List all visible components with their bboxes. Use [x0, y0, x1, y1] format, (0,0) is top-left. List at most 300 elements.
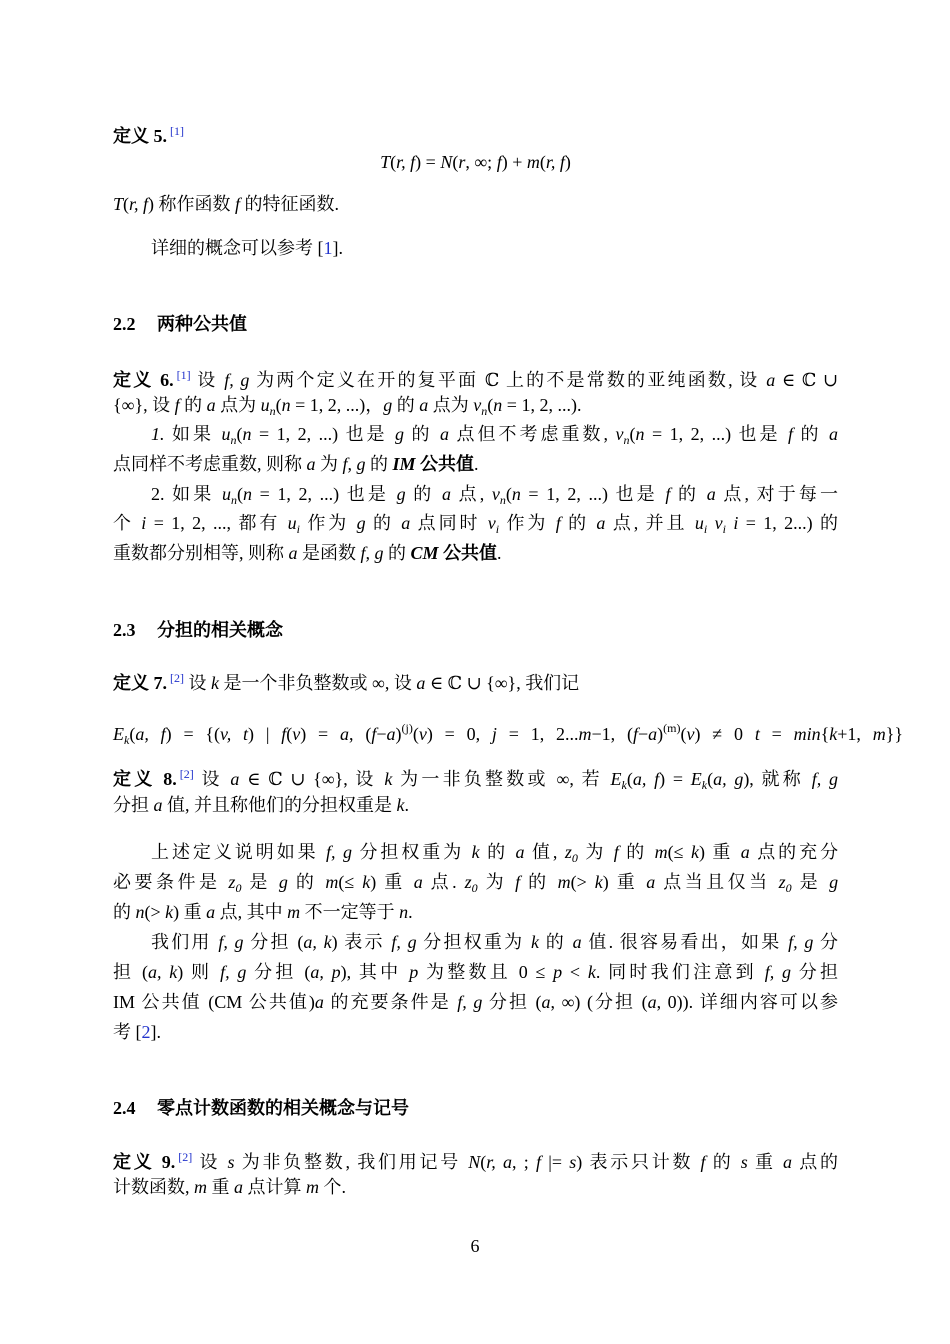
text: }}	[885, 724, 903, 744]
definition-label: 定义 9.	[113, 1152, 176, 1172]
math-text: u	[287, 513, 297, 533]
definition-6-line	[113, 393, 838, 417]
text: (	[452, 152, 459, 172]
text: 担 (	[113, 962, 149, 982]
text: |=	[541, 1152, 570, 1172]
math-text: a	[153, 795, 163, 815]
math-text: a	[515, 842, 525, 862]
text: IM 公共值 (CM 公共值)	[113, 992, 315, 1012]
math-text: m	[557, 872, 571, 892]
text: 设	[190, 370, 225, 390]
math-text: f, g	[811, 769, 838, 789]
reference-link[interactable]: 1	[323, 238, 333, 258]
text: ) 重	[602, 872, 647, 892]
math-text: E	[113, 724, 124, 744]
text: , ;	[512, 1152, 536, 1172]
math-text: k	[690, 842, 699, 862]
math-superscript: (j)	[401, 721, 413, 735]
math-text: k	[829, 724, 838, 744]
text: ].	[150, 1022, 161, 1042]
term-bold-italic: CM	[410, 543, 439, 563]
math-text: k	[594, 872, 603, 892]
text-line	[113, 192, 838, 216]
math-subscript: k	[701, 778, 708, 792]
math-text: f, g	[788, 932, 814, 952]
text: 点,	[450, 484, 492, 504]
text: =	[759, 724, 794, 744]
definition-9-line	[113, 1145, 839, 1172]
text: 分担 (	[482, 992, 542, 1012]
math-text: i	[733, 513, 739, 533]
math-text: f	[515, 872, 521, 892]
text: = 1, 2, ...) 也是	[251, 424, 396, 444]
math-text: E	[610, 769, 622, 789]
text: +1,	[837, 724, 873, 744]
math-text: a, g	[713, 769, 744, 789]
math-text: g	[383, 395, 393, 415]
math-text: f, g	[457, 992, 483, 1012]
math-text: r, a	[486, 1152, 512, 1172]
citation-link[interactable]: [1]	[170, 124, 184, 138]
text-line	[113, 236, 838, 260]
text: 点.	[422, 872, 465, 892]
text: 重	[747, 1152, 784, 1172]
math-text: a	[648, 724, 658, 744]
math-text: v, t	[220, 724, 249, 744]
math-text: m	[872, 724, 886, 744]
text: 值. 很容易看出，如果	[581, 932, 789, 952]
text: ) 则	[177, 962, 221, 982]
text: 的	[404, 424, 441, 444]
text: 点, 并且	[605, 513, 695, 533]
math-subscript: 0	[571, 851, 578, 865]
math-text: a, f	[135, 724, 166, 744]
text: −1, (	[591, 724, 633, 744]
text: 的	[793, 424, 830, 444]
math-text: r, f	[129, 194, 149, 214]
text: 如果	[164, 424, 222, 444]
text: 的	[520, 872, 558, 892]
text: 的	[113, 902, 136, 922]
text: 的	[365, 454, 393, 474]
math-text: a	[572, 932, 582, 952]
text: (	[390, 152, 397, 172]
definition-6-line	[113, 511, 838, 535]
math-subscript: i	[722, 522, 726, 536]
math-text: n	[511, 484, 521, 504]
text: 点同样不考虑重数, 则称	[113, 454, 307, 474]
text: ) =	[415, 152, 441, 172]
text: , ∞;	[465, 152, 497, 172]
math-text: n	[399, 902, 409, 922]
math-text: a, f	[632, 769, 660, 789]
text: 个	[113, 513, 142, 533]
text: 为两个定义在开的复平面 ℂ 上的不是常数的亚纯函数, 设	[249, 370, 767, 390]
math-text: a, k	[303, 932, 332, 952]
text: .	[497, 543, 502, 563]
text: = 1, 2...	[496, 724, 579, 744]
term-bold-italic: IM	[392, 454, 416, 474]
definition-6-line	[113, 422, 838, 446]
text	[707, 513, 714, 533]
text: 的	[618, 842, 655, 862]
math-text: v	[615, 424, 624, 444]
text: ) |	[248, 724, 282, 744]
math-text: g	[278, 872, 288, 892]
text: (	[236, 484, 243, 504]
text: ) +	[501, 152, 527, 172]
math-subscript: 0	[471, 881, 478, 895]
section-title: 分担的相关概念	[157, 620, 283, 640]
text: (	[286, 724, 293, 744]
math-text: f, g	[224, 370, 250, 390]
text: 分担 (	[246, 962, 311, 982]
text: 分	[813, 932, 839, 952]
text: = 1, 2, ...) 也是	[644, 424, 789, 444]
math-text: k	[384, 769, 393, 789]
math-subscript: n	[499, 493, 506, 507]
text: ), 就称	[743, 769, 812, 789]
citation-link[interactable]: [1]	[176, 368, 191, 382]
text: 是	[241, 872, 279, 892]
text: 点的	[792, 1152, 839, 1172]
math-text: a	[419, 395, 429, 415]
math-text: a	[783, 1152, 793, 1172]
section-number: 2.2	[113, 314, 136, 334]
text: 设	[184, 673, 211, 693]
math-text: N	[440, 152, 453, 172]
text: ].	[332, 238, 343, 258]
citation-link[interactable]: [2]	[170, 671, 184, 685]
math-text: p	[409, 962, 419, 982]
text: 分担	[790, 962, 839, 982]
definition-label: 公共值	[415, 454, 475, 474]
text: (	[505, 484, 512, 504]
text: 的	[179, 395, 207, 415]
math-text: f, g	[342, 454, 366, 474]
math-text: a	[441, 484, 451, 504]
math-text: g	[356, 513, 366, 533]
text: .	[404, 795, 409, 815]
text: .	[408, 902, 413, 922]
text: (	[480, 1152, 487, 1172]
text: 的	[539, 932, 573, 952]
math-text: z	[564, 842, 572, 862]
text: ) ≠ 0	[694, 724, 755, 744]
text: (	[236, 424, 243, 444]
paragraph-line	[113, 960, 838, 984]
text: 点, 对于每一	[715, 484, 839, 504]
math-subscript: n	[269, 404, 276, 418]
page-number: 6	[470, 1236, 480, 1256]
math-text: s	[569, 1152, 577, 1172]
text: ∈ ℂ ∪ {∞}, 设	[239, 769, 385, 789]
text: (	[539, 152, 546, 172]
math-text: min	[793, 724, 821, 744]
math-text: m	[306, 1177, 319, 1197]
math-text: a, k	[148, 962, 178, 982]
text: 为	[577, 842, 614, 862]
math-text: u	[694, 513, 704, 533]
math-subscript: n	[481, 404, 488, 418]
math-text: f	[174, 395, 180, 415]
math-text: n	[281, 395, 291, 415]
math-text: f	[281, 724, 287, 744]
text: 为非负整数, 我们用记号	[234, 1152, 469, 1172]
text: (≤	[338, 872, 363, 892]
math-text: N	[468, 1152, 481, 1172]
text: )	[395, 724, 402, 744]
math-text: k	[471, 842, 480, 862]
math-text: a	[413, 872, 423, 892]
text: ) 表示只计数	[576, 1152, 701, 1172]
text: 点但不考虑重数,	[449, 424, 616, 444]
text: (>	[144, 902, 166, 922]
math-text: f, g	[764, 962, 791, 982]
text: , (	[349, 724, 372, 744]
definition-label: 定义 8.	[113, 769, 177, 789]
text: 考 [	[113, 1022, 142, 1042]
text: 2. 如果	[151, 484, 222, 504]
text: 不一定等于	[300, 902, 400, 922]
text: 设	[192, 1152, 228, 1172]
citation-link[interactable]: [2]	[179, 767, 194, 781]
text: (≤	[667, 842, 691, 862]
math-text: s	[227, 1152, 235, 1172]
text: 作为	[299, 513, 357, 533]
math-subscript: k	[124, 733, 130, 747]
math-text: p	[553, 962, 563, 982]
text: 的	[705, 1152, 741, 1172]
text: 分担	[113, 795, 154, 815]
math-text: f	[633, 724, 639, 744]
definition-8-line	[113, 762, 838, 792]
definition-7-line	[113, 666, 838, 693]
text: = 1, 2, ...)，	[290, 395, 384, 415]
paragraph-line	[113, 900, 838, 924]
math-text: f	[665, 484, 671, 504]
text: 是	[791, 872, 830, 892]
text: 点当且仅当	[655, 872, 779, 892]
text: {	[820, 724, 830, 744]
math-text: u	[260, 395, 270, 415]
math-text: f	[371, 724, 377, 744]
text: ), 其中	[340, 962, 410, 982]
text: 的	[670, 484, 707, 504]
math-text: f	[536, 1152, 542, 1172]
text: −	[376, 724, 387, 744]
section-title: 零点计数函数的相关概念与记号	[157, 1098, 409, 1118]
section-heading-2-4	[113, 1096, 838, 1120]
math-text: v	[487, 513, 496, 533]
math-text: v	[418, 724, 427, 744]
text: , 0)). 详细内容可以参	[656, 992, 838, 1012]
text: 个.	[319, 1177, 346, 1197]
text: )	[564, 152, 571, 172]
text: 重数都分别相等, 则称	[113, 543, 289, 563]
text: 点同时	[410, 513, 488, 533]
math-text: k	[396, 795, 405, 815]
definition-label: 定义 7.	[113, 673, 167, 693]
text: 的	[479, 842, 516, 862]
definition-6-line	[113, 363, 839, 390]
math-text: a	[440, 424, 450, 444]
math-text: m	[578, 724, 592, 744]
math-text: v	[292, 724, 301, 744]
math-text: a	[288, 543, 298, 563]
text: −	[638, 724, 649, 744]
math-text: a	[596, 513, 606, 533]
math-text: j	[491, 724, 497, 744]
math-text: t	[754, 724, 760, 744]
paragraph-line	[113, 990, 838, 1014]
text: (	[707, 769, 714, 789]
text: = 1, 2, ...) 也是	[520, 484, 666, 504]
text: (>	[570, 872, 595, 892]
math-text: a	[740, 842, 750, 862]
math-text: v	[686, 724, 695, 744]
math-text: v	[473, 395, 482, 415]
math-text: a, p	[310, 962, 341, 982]
definition-label: 定义 5.	[113, 126, 167, 146]
reference-link[interactable]: 2	[141, 1022, 151, 1042]
math-text: r, f	[545, 152, 565, 172]
math-text: a	[340, 724, 350, 744]
section-heading-2-2	[113, 312, 838, 336]
math-text: r, f	[396, 152, 416, 172]
math-text: a	[206, 902, 216, 922]
text: . 同时我们注意到	[595, 962, 765, 982]
text: 重	[207, 1177, 234, 1197]
math-text: v	[491, 484, 500, 504]
math-text: m	[287, 902, 301, 922]
math-text: a	[829, 424, 839, 444]
math-text: z	[464, 872, 472, 892]
text: 我们用	[151, 932, 219, 952]
math-text: z	[778, 872, 786, 892]
text: 设	[193, 769, 231, 789]
math-text: f, g	[360, 543, 384, 563]
text: (	[680, 724, 687, 744]
text: 为	[477, 872, 516, 892]
text: 的	[383, 543, 411, 563]
text: ) 重	[370, 872, 414, 892]
text: 点为	[215, 395, 261, 415]
definition-8-line	[113, 793, 838, 817]
text: 的	[392, 395, 420, 415]
math-subscript: n	[230, 433, 237, 447]
math-text: f, g	[218, 932, 244, 952]
text: ) =	[300, 724, 341, 744]
math-text: f, g	[326, 842, 352, 862]
text: {∞}, 设	[113, 395, 175, 415]
math-text: s	[740, 1152, 748, 1172]
math-text: f	[613, 842, 619, 862]
text: 点的充分	[749, 842, 839, 862]
paragraph-line	[113, 1020, 838, 1044]
math-text: E	[690, 769, 702, 789]
text: 分担 (	[243, 932, 304, 952]
paragraph-line	[113, 930, 838, 954]
math-text: n	[635, 424, 645, 444]
math-subscript: 0	[785, 881, 792, 895]
section-number: 2.4	[113, 1098, 136, 1118]
math-subscript: 0	[235, 881, 242, 895]
math-text: n	[242, 424, 252, 444]
text: <	[562, 962, 588, 982]
text: (	[275, 395, 282, 415]
math-text: a	[230, 769, 240, 789]
math-text: f	[700, 1152, 706, 1172]
math-text: m	[526, 152, 540, 172]
text: 作为	[499, 513, 556, 533]
text: = 1, 2...) 的	[738, 513, 839, 533]
text: ) = {(	[165, 724, 221, 744]
math-text: a	[647, 992, 657, 1012]
text: 为	[315, 454, 343, 474]
math-text: u	[221, 484, 231, 504]
math-text: r	[458, 152, 466, 172]
text: 的	[405, 484, 442, 504]
text: (	[412, 724, 419, 744]
math-text: k	[165, 902, 174, 922]
math-text: k	[587, 962, 596, 982]
math-text: m	[654, 842, 668, 862]
text: , ∞) (分担 (	[550, 992, 648, 1012]
math-text: a	[314, 992, 324, 1012]
math-subscript: n	[623, 433, 630, 447]
math-text: a	[234, 1177, 243, 1197]
math-text: n	[135, 902, 145, 922]
text: 详细的概念可以参考 [	[151, 238, 324, 258]
section-title: 两种公共值	[157, 314, 247, 334]
math-text: a	[416, 673, 426, 693]
text: ) 重	[698, 842, 741, 862]
math-text: i	[141, 513, 147, 533]
citation-link[interactable]: [2]	[178, 1150, 193, 1164]
math-text: f	[235, 194, 241, 214]
text: ) =	[659, 769, 691, 789]
definition-5-heading	[113, 119, 838, 146]
math-text: n	[242, 484, 252, 504]
text: 的	[365, 513, 402, 533]
text: 分担权重为	[416, 932, 532, 952]
math-text: a	[306, 454, 316, 474]
math-text: a	[401, 513, 411, 533]
math-text: g	[396, 484, 406, 504]
math-superscript: (m)	[663, 721, 681, 735]
math-text: a	[541, 992, 551, 1012]
math-text: f	[788, 424, 794, 444]
math-text: u	[221, 424, 231, 444]
math-text: g	[829, 872, 839, 892]
text: 的特征函数.	[240, 194, 340, 214]
text: 点, 其中	[215, 902, 288, 922]
math-text: a	[206, 395, 216, 415]
math-text: z	[228, 872, 236, 892]
math-text: a	[706, 484, 716, 504]
math-text: 1.	[151, 424, 165, 444]
text: 为整数且 0 ≤	[418, 962, 554, 982]
text: ) = 0,	[426, 724, 492, 744]
text: (	[129, 724, 136, 744]
text: = 1, 2, ...) 也是	[251, 484, 397, 504]
text: ∈ ℂ ∪	[775, 370, 839, 390]
text: ) 表示	[331, 932, 392, 952]
equation-characteristic-function	[113, 150, 838, 174]
math-text: m	[325, 872, 339, 892]
math-subscript: k	[621, 778, 627, 792]
